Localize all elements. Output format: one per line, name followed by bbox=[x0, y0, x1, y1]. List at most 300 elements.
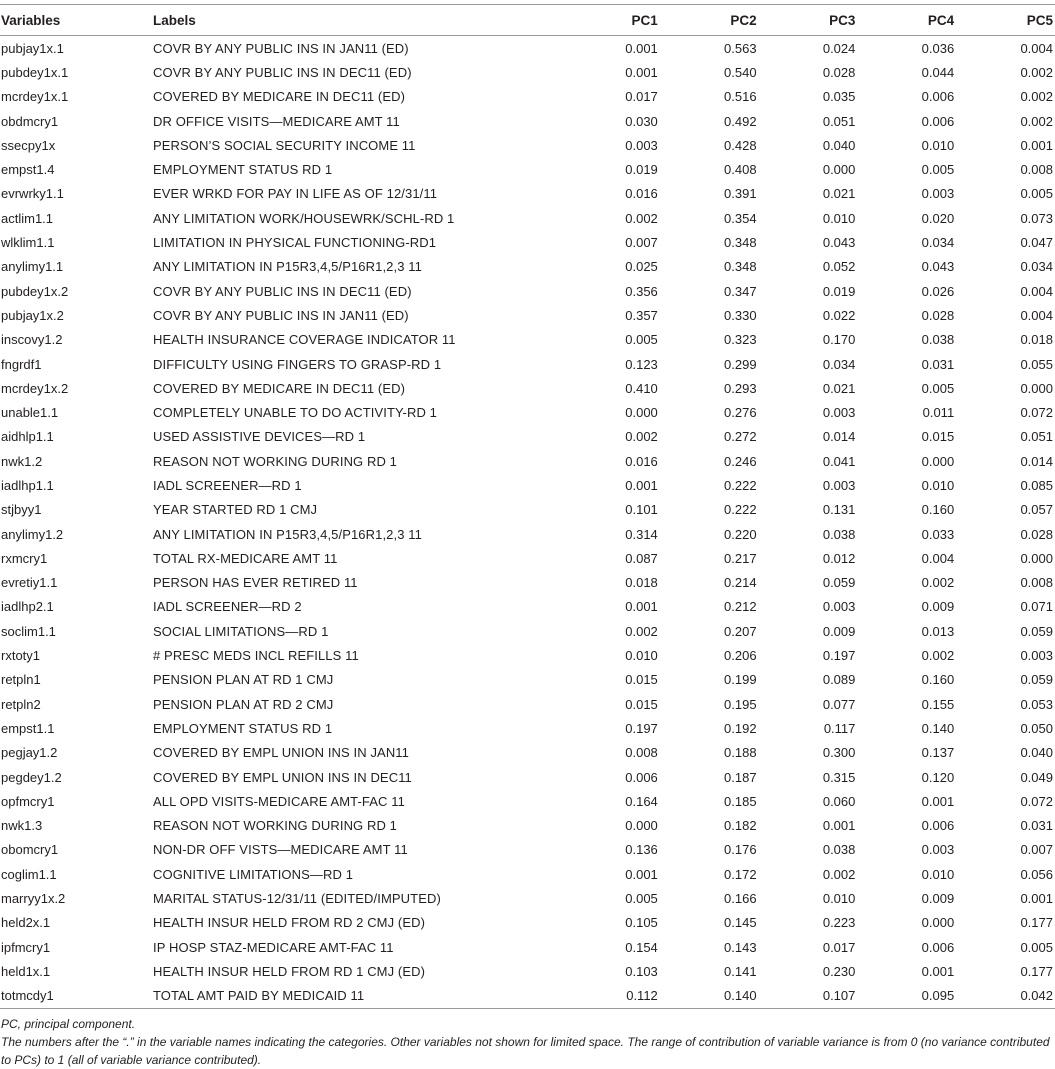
cell-label: COVR BY ANY PUBLIC INS IN DEC11 (ED) bbox=[153, 64, 412, 80]
header-variables: Variables bbox=[0, 5, 153, 36]
cell-pc1: 0.314 bbox=[625, 526, 658, 542]
cell-pc1: 0.001 bbox=[625, 866, 658, 882]
cell-pc5: 0.177 bbox=[1020, 915, 1053, 931]
cell-label: HEALTH INSUR HELD FROM RD 2 CMJ (ED) bbox=[153, 915, 426, 931]
cell-pc4: 0.006 bbox=[921, 89, 955, 105]
table-row bbox=[0, 206, 1055, 230]
table-row bbox=[0, 765, 1055, 789]
table-row bbox=[0, 935, 1055, 959]
cell-variable: ssecpy1x bbox=[1, 137, 56, 153]
cell-pc1: 0.008 bbox=[625, 745, 658, 761]
header-pc1: PC1 bbox=[561, 5, 660, 36]
cell-pc4: 0.003 bbox=[921, 186, 955, 202]
cell-pc5: 0.000 bbox=[1020, 550, 1053, 566]
cell-pc1: 0.000 bbox=[625, 405, 658, 421]
cell-pc4: 0.006 bbox=[921, 939, 955, 955]
cell-pc2: 0.166 bbox=[724, 891, 757, 907]
table-row bbox=[0, 133, 1055, 157]
table-row bbox=[0, 571, 1055, 595]
cell-label: NON-DR OFF VISTS—MEDICARE AMT 11 bbox=[153, 842, 408, 858]
cell-label: COVERED BY EMPL UNION INS IN JAN11 bbox=[153, 745, 409, 761]
cell-pc3: 0.077 bbox=[822, 696, 856, 712]
cell-pc1: 0.005 bbox=[625, 332, 658, 348]
cell-pc4: 0.003 bbox=[921, 842, 955, 858]
cell-pc3: 0.059 bbox=[822, 575, 856, 591]
footnote-abbreviation: PC, principal component. bbox=[1, 1016, 136, 1031]
cell-pc3: 0.197 bbox=[822, 648, 856, 664]
cell-pc1: 0.002 bbox=[625, 429, 658, 445]
cell-pc4: 0.026 bbox=[921, 283, 955, 299]
table-row bbox=[0, 109, 1055, 133]
cell-label: COVERED BY MEDICARE IN DEC11 (ED) bbox=[153, 89, 406, 105]
cell-pc4: 0.038 bbox=[921, 332, 955, 348]
cell-pc2: 0.141 bbox=[724, 963, 757, 979]
cell-pc2: 0.140 bbox=[660, 984, 759, 1009]
cell-label: COVR BY ANY PUBLIC INS IN DEC11 (ED) bbox=[153, 283, 412, 299]
table-row bbox=[0, 643, 1055, 667]
cell-pc5: 0.005 bbox=[1020, 186, 1053, 202]
cell-pc4: 0.120 bbox=[921, 769, 955, 785]
cell-pc4: 0.013 bbox=[921, 623, 955, 639]
cell-pc3: 0.035 bbox=[822, 89, 856, 105]
cell-pc5: 0.049 bbox=[1020, 769, 1053, 785]
cell-pc1: 0.015 bbox=[625, 696, 658, 712]
table-row bbox=[0, 789, 1055, 813]
cell-variable: pegjay1.2 bbox=[1, 745, 58, 761]
cell-pc2: 0.217 bbox=[724, 550, 757, 566]
cell-pc3: 0.009 bbox=[822, 623, 856, 639]
cell-variable: aidhlp1.1 bbox=[1, 429, 54, 445]
cell-pc2: 0.354 bbox=[724, 210, 757, 226]
table-body bbox=[0, 36, 1055, 1009]
cell-label: MARITAL STATUS-12/31/11 (EDITED/IMPUTED) bbox=[153, 891, 441, 907]
cell-pc3: 0.040 bbox=[822, 137, 856, 153]
header-row bbox=[0, 5, 1055, 36]
cell-label: IADL SCREENER—RD 1 bbox=[153, 477, 302, 493]
cell-pc3: 0.021 bbox=[822, 186, 856, 202]
table-row bbox=[0, 522, 1055, 546]
cell-pc1: 0.001 bbox=[625, 599, 658, 615]
cell-variable: rxmcry1 bbox=[1, 550, 48, 566]
cell-variable: stjbyy1 bbox=[1, 502, 42, 518]
cell-pc3: 0.028 bbox=[822, 64, 856, 80]
cell-pc5: 0.028 bbox=[1020, 526, 1053, 542]
cell-pc4: 0.004 bbox=[921, 550, 955, 566]
table-row bbox=[0, 60, 1055, 84]
cell-pc4: 0.009 bbox=[921, 599, 955, 615]
cell-pc3: 0.117 bbox=[823, 720, 856, 736]
cell-label: REASON NOT WORKING DURING RD 1 bbox=[153, 818, 398, 834]
cell-pc1: 0.103 bbox=[625, 963, 658, 979]
table-row bbox=[0, 425, 1055, 449]
cell-pc3: 0.043 bbox=[822, 235, 856, 251]
cell-pc4: 0.002 bbox=[921, 648, 955, 664]
cell-pc5: 0.059 bbox=[1020, 623, 1053, 639]
cell-variable: pubdey1x.1 bbox=[1, 64, 69, 80]
cell-pc1: 0.015 bbox=[625, 672, 658, 688]
cell-pc5: 0.002 bbox=[1020, 64, 1053, 80]
table-row bbox=[0, 692, 1055, 716]
cell-pc2: 0.199 bbox=[724, 672, 757, 688]
cell-label: COVERED BY MEDICARE IN DEC11 (ED) bbox=[153, 380, 406, 396]
cell-pc1: 0.030 bbox=[625, 113, 658, 129]
table-row bbox=[0, 473, 1055, 497]
cell-pc4: 0.000 bbox=[921, 453, 955, 469]
cell-pc3: 0.060 bbox=[822, 793, 856, 809]
cell-pc4: 0.005 bbox=[921, 162, 955, 178]
cell-label: LIMITATION IN PHYSICAL FUNCTIONING-RD1 bbox=[153, 235, 437, 251]
table-header bbox=[0, 5, 1055, 36]
cell-pc5: 0.014 bbox=[1020, 453, 1053, 469]
cell-pc3: 0.223 bbox=[822, 915, 856, 931]
cell-pc5: 0.085 bbox=[1020, 477, 1053, 493]
table-row bbox=[0, 279, 1055, 303]
cell-pc2: 0.214 bbox=[724, 575, 757, 591]
cell-pc4: 0.034 bbox=[921, 235, 955, 251]
cell-pc5: 0.056 bbox=[1020, 866, 1053, 882]
header-pc2: PC2 bbox=[660, 5, 759, 36]
cell-label: TOTAL RX-MEDICARE AMT 11 bbox=[153, 550, 338, 566]
cell-variable: obdmcry1 bbox=[1, 113, 59, 129]
cell-label: EVER WRKD FOR PAY IN LIFE AS OF 12/31/11 bbox=[153, 186, 438, 202]
cell-pc3: 0.170 bbox=[822, 332, 856, 348]
cell-pc1: 0.154 bbox=[625, 939, 658, 955]
cell-variable: held2x.1 bbox=[1, 915, 51, 931]
cell-pc4: 0.033 bbox=[921, 526, 955, 542]
cell-pc5: 0.001 bbox=[1020, 891, 1053, 907]
cell-pc5: 0.040 bbox=[1020, 745, 1053, 761]
footnote-note: The numbers after the “.” in the variable names indicating the categories. Other variables not shown for limited space. The range of contribution of variable variance is from 0 (no variance contributed to PCs) to 1 (all of variable variance contributed). bbox=[1, 1034, 1050, 1067]
cell-pc4: 0.009 bbox=[921, 891, 955, 907]
cell-pc5: 0.055 bbox=[1020, 356, 1053, 372]
cell-variable: wlklim1.1 bbox=[1, 235, 55, 251]
cell-pc4: 0.015 bbox=[921, 429, 955, 445]
cell-pc5: 0.050 bbox=[1020, 720, 1053, 736]
cell-label: PERSON’S SOCIAL SECURITY INCOME 11 bbox=[153, 137, 416, 153]
cell-pc4: 0.002 bbox=[921, 575, 955, 591]
table-row bbox=[0, 741, 1055, 765]
cell-pc4: 0.001 bbox=[921, 793, 955, 809]
cell-pc4: 0.036 bbox=[921, 40, 955, 56]
cell-variable: empst1.4 bbox=[1, 162, 55, 178]
cell-variable: rxtoty1 bbox=[1, 648, 41, 664]
cell-label: ANY LIMITATION WORK/HOUSEWRK/SCHL-RD 1 bbox=[153, 210, 455, 226]
cell-pc3: 0.010 bbox=[822, 891, 856, 907]
cell-variable: pegdey1.2 bbox=[1, 769, 62, 785]
cell-pc3: 0.022 bbox=[822, 307, 856, 323]
cell-pc3: 0.315 bbox=[822, 769, 856, 785]
cell-variable: evrwrky1.1 bbox=[1, 186, 64, 202]
cell-variable: retpln2 bbox=[1, 696, 41, 712]
cell-pc2: 0.428 bbox=[724, 137, 757, 153]
cell-label: YEAR STARTED RD 1 CMJ bbox=[153, 502, 318, 518]
cell-variable: evretiy1.1 bbox=[1, 575, 58, 591]
cell-variable: pubdey1x.2 bbox=[1, 283, 69, 299]
cell-pc1: 0.010 bbox=[625, 648, 658, 664]
cell-label: PENSION PLAN AT RD 1 CMJ bbox=[153, 672, 334, 688]
cell-pc3: 0.089 bbox=[822, 672, 856, 688]
cell-pc1: 0.087 bbox=[625, 550, 658, 566]
cell-variable: obomcry1 bbox=[1, 842, 59, 858]
cell-pc1: 0.007 bbox=[625, 235, 658, 251]
cell-label: EMPLOYMENT STATUS RD 1 bbox=[153, 720, 333, 736]
cell-variable: mcrdey1x.2 bbox=[1, 380, 69, 396]
cell-variable: pubjay1x.2 bbox=[1, 307, 64, 323]
cell-label: TOTAL AMT PAID BY MEDICAID 11 bbox=[153, 984, 561, 1009]
cell-label: COVERED BY EMPL UNION INS IN DEC11 bbox=[153, 769, 412, 785]
cell-label: PERSON HAS EVER RETIRED 11 bbox=[153, 575, 358, 591]
cell-pc5: 0.008 bbox=[1020, 575, 1053, 591]
table-row bbox=[0, 862, 1055, 886]
cell-pc4: 0.137 bbox=[921, 745, 955, 761]
cell-pc5: 0.002 bbox=[1020, 89, 1053, 105]
cell-pc3: 0.034 bbox=[822, 356, 856, 372]
cell-pc5: 0.005 bbox=[1020, 939, 1053, 955]
cell-pc1: 0.105 bbox=[625, 915, 658, 931]
cell-variable: retpln1 bbox=[1, 672, 41, 688]
cell-pc5: 0.057 bbox=[1020, 502, 1053, 518]
cell-label: COVR BY ANY PUBLIC INS IN JAN11 (ED) bbox=[153, 40, 409, 56]
cell-pc1: 0.410 bbox=[625, 380, 658, 396]
cell-pc1: 0.197 bbox=[625, 720, 658, 736]
table-row bbox=[0, 303, 1055, 327]
cell-pc2: 0.516 bbox=[724, 89, 757, 105]
cell-label: COGNITIVE LIMITATIONS—RD 1 bbox=[153, 866, 354, 882]
cell-pc5: 0.072 bbox=[1020, 405, 1053, 421]
cell-pc5: 0.051 bbox=[1020, 429, 1053, 445]
cell-pc1: 0.001 bbox=[625, 477, 658, 493]
cell-label: COMPLETELY UNABLE TO DO ACTIVITY-RD 1 bbox=[153, 405, 438, 421]
table-row bbox=[0, 182, 1055, 206]
cell-pc4: 0.095 bbox=[857, 984, 956, 1009]
cell-pc4: 0.043 bbox=[921, 259, 955, 275]
cell-pc5: 0.042 bbox=[956, 984, 1055, 1009]
cell-pc4: 0.160 bbox=[921, 502, 955, 518]
cell-label: SOCIAL LIMITATIONS—RD 1 bbox=[153, 623, 329, 639]
cell-variable: anylimy1.1 bbox=[1, 259, 64, 275]
cell-label: HEALTH INSURANCE COVERAGE INDICATOR 11 bbox=[153, 332, 456, 348]
table-row bbox=[0, 911, 1055, 935]
cell-pc1: 0.123 bbox=[625, 356, 658, 372]
cell-pc1: 0.101 bbox=[625, 502, 658, 518]
cell-pc5: 0.047 bbox=[1020, 235, 1053, 251]
cell-pc2: 0.172 bbox=[724, 866, 757, 882]
cell-label: DR OFFICE VISITS—MEDICARE AMT 11 bbox=[153, 113, 400, 129]
cell-pc1: 0.003 bbox=[625, 137, 658, 153]
cell-pc5: 0.002 bbox=[1020, 113, 1053, 129]
cell-pc3: 0.300 bbox=[822, 745, 856, 761]
table-row bbox=[0, 376, 1055, 400]
cell-pc1: 0.356 bbox=[625, 283, 658, 299]
cell-pc5: 0.018 bbox=[1020, 332, 1053, 348]
cell-pc3: 0.012 bbox=[822, 550, 856, 566]
cell-pc5: 0.008 bbox=[1020, 162, 1053, 178]
cell-variable: unable1.1 bbox=[1, 405, 59, 421]
cell-pc5: 0.031 bbox=[1020, 818, 1053, 834]
cell-pc4: 0.028 bbox=[921, 307, 955, 323]
cell-pc2: 0.207 bbox=[724, 623, 757, 639]
cell-label: ALL OPD VISITS-MEDICARE AMT-FAC 11 bbox=[153, 793, 405, 809]
cell-pc2: 0.299 bbox=[724, 356, 757, 372]
cell-pc2: 0.276 bbox=[724, 405, 757, 421]
cell-variable: pubjay1x.1 bbox=[1, 40, 64, 56]
cell-pc3: 0.038 bbox=[822, 842, 856, 858]
cell-variable: anylimy1.2 bbox=[1, 526, 64, 542]
cell-pc1: 0.016 bbox=[625, 186, 658, 202]
cell-pc4: 0.006 bbox=[921, 113, 955, 129]
cell-pc3: 0.131 bbox=[822, 502, 856, 518]
cell-variable: actlim1.1 bbox=[1, 210, 54, 226]
header-labels: Labels bbox=[153, 5, 561, 36]
table-row bbox=[0, 352, 1055, 376]
cell-pc2: 0.176 bbox=[724, 842, 757, 858]
cell-pc5: 0.034 bbox=[1020, 259, 1053, 275]
cell-pc3: 0.024 bbox=[822, 40, 856, 56]
cell-label: PENSION PLAN AT RD 2 CMJ bbox=[153, 696, 334, 712]
cell-pc2: 0.348 bbox=[724, 259, 757, 275]
cell-pc3: 0.038 bbox=[822, 526, 856, 542]
cell-pc5: 0.004 bbox=[1020, 40, 1053, 56]
cell-pc1: 0.016 bbox=[625, 453, 658, 469]
cell-variable: soclim1.1 bbox=[1, 623, 56, 639]
cell-pc2: 0.323 bbox=[724, 332, 757, 348]
cell-pc2: 0.192 bbox=[724, 720, 757, 736]
cell-pc1: 0.164 bbox=[625, 793, 658, 809]
table-row bbox=[0, 619, 1055, 643]
cell-pc3: 0.021 bbox=[822, 380, 856, 396]
table-row bbox=[0, 959, 1055, 983]
cell-pc1: 0.001 bbox=[625, 40, 658, 56]
cell-pc4: 0.044 bbox=[921, 64, 955, 80]
cell-pc5: 0.001 bbox=[1020, 137, 1053, 153]
table-row bbox=[0, 984, 1055, 1009]
table-row bbox=[0, 449, 1055, 473]
cell-pc3: 0.003 bbox=[822, 477, 856, 493]
cell-pc4: 0.000 bbox=[921, 915, 955, 931]
table-row bbox=[0, 595, 1055, 619]
table-row bbox=[0, 886, 1055, 910]
cell-pc3: 0.041 bbox=[822, 453, 856, 469]
table-row bbox=[0, 716, 1055, 740]
cell-pc5: 0.053 bbox=[1020, 696, 1053, 712]
cell-pc2: 0.330 bbox=[724, 307, 757, 323]
cell-pc4: 0.031 bbox=[921, 356, 955, 372]
cell-pc5: 0.177 bbox=[1020, 963, 1053, 979]
cell-pc3: 0.001 bbox=[822, 818, 856, 834]
cell-pc2: 0.206 bbox=[724, 648, 757, 664]
cell-pc2: 0.540 bbox=[724, 64, 757, 80]
cell-pc3: 0.002 bbox=[822, 866, 856, 882]
pca-contribution-table bbox=[0, 4, 1055, 1009]
header-pc5: PC5 bbox=[956, 5, 1055, 36]
cell-pc3: 0.230 bbox=[822, 963, 856, 979]
cell-pc2: 0.348 bbox=[724, 235, 757, 251]
cell-pc3: 0.003 bbox=[822, 405, 856, 421]
cell-pc4: 0.006 bbox=[921, 818, 955, 834]
cell-pc2: 0.145 bbox=[724, 915, 757, 931]
table-row bbox=[0, 814, 1055, 838]
table-row bbox=[0, 668, 1055, 692]
cell-pc3: 0.010 bbox=[822, 210, 856, 226]
cell-pc2: 0.492 bbox=[724, 113, 757, 129]
cell-pc1: 0.112 bbox=[561, 984, 660, 1009]
table-row bbox=[0, 36, 1055, 61]
cell-variable: totmcdy1 bbox=[0, 984, 153, 1009]
cell-pc1: 0.005 bbox=[625, 891, 658, 907]
cell-pc5: 0.072 bbox=[1020, 793, 1053, 809]
cell-label: REASON NOT WORKING DURING RD 1 bbox=[153, 453, 398, 469]
cell-label: ANY LIMITATION IN P15R3,4,5/P16R1,2,3 11 bbox=[153, 526, 422, 542]
cell-pc5: 0.073 bbox=[1020, 210, 1053, 226]
table-row bbox=[0, 157, 1055, 181]
cell-pc1: 0.025 bbox=[625, 259, 658, 275]
cell-pc1: 0.000 bbox=[625, 818, 658, 834]
cell-variable: iadlhp1.1 bbox=[1, 477, 54, 493]
cell-pc2: 0.408 bbox=[724, 162, 757, 178]
cell-pc1: 0.018 bbox=[625, 575, 658, 591]
cell-label: # PRESC MEDS INCL REFILLS 11 bbox=[153, 648, 359, 664]
table-row bbox=[0, 85, 1055, 109]
cell-variable: opfmcry1 bbox=[1, 793, 55, 809]
cell-pc2: 0.246 bbox=[724, 453, 757, 469]
cell-pc2: 0.220 bbox=[724, 526, 757, 542]
cell-pc2: 0.187 bbox=[724, 769, 757, 785]
cell-pc5: 0.007 bbox=[1020, 842, 1053, 858]
cell-pc2: 0.391 bbox=[724, 186, 757, 202]
cell-pc3: 0.052 bbox=[822, 259, 856, 275]
cell-pc2: 0.272 bbox=[724, 429, 757, 445]
cell-label: COVR BY ANY PUBLIC INS IN JAN11 (ED) bbox=[153, 307, 409, 323]
table-row bbox=[0, 400, 1055, 424]
cell-variable: nwk1.3 bbox=[1, 818, 43, 834]
cell-pc3: 0.107 bbox=[759, 984, 858, 1009]
cell-pc2: 0.222 bbox=[724, 502, 757, 518]
cell-pc2: 0.222 bbox=[724, 477, 757, 493]
cell-pc3: 0.003 bbox=[822, 599, 856, 615]
cell-variable: mcrdey1x.1 bbox=[1, 89, 69, 105]
header-pc4: PC4 bbox=[857, 5, 956, 36]
cell-pc3: 0.019 bbox=[822, 283, 856, 299]
cell-pc3: 0.014 bbox=[822, 429, 856, 445]
cell-variable: fngrdf1 bbox=[1, 356, 42, 372]
cell-pc3: 0.017 bbox=[822, 939, 856, 955]
cell-pc2: 0.293 bbox=[724, 380, 757, 396]
cell-pc1: 0.002 bbox=[625, 210, 658, 226]
cell-pc4: 0.010 bbox=[921, 477, 955, 493]
cell-pc4: 0.020 bbox=[921, 210, 955, 226]
cell-pc2: 0.143 bbox=[724, 939, 757, 955]
cell-variable: held1x.1 bbox=[1, 963, 51, 979]
cell-pc5: 0.003 bbox=[1020, 648, 1053, 664]
cell-pc4: 0.011 bbox=[922, 405, 955, 421]
cell-pc2: 0.195 bbox=[724, 696, 757, 712]
cell-pc2: 0.182 bbox=[724, 818, 757, 834]
header-pc3: PC3 bbox=[759, 5, 858, 36]
table-row bbox=[0, 546, 1055, 570]
cell-pc2: 0.188 bbox=[724, 745, 757, 761]
cell-pc1: 0.357 bbox=[625, 307, 658, 323]
cell-pc1: 0.006 bbox=[625, 769, 658, 785]
cell-pc4: 0.001 bbox=[921, 963, 955, 979]
cell-label: IP HOSP STAZ-MEDICARE AMT-FAC 11 bbox=[153, 939, 394, 955]
cell-pc4: 0.155 bbox=[921, 696, 955, 712]
cell-pc5: 0.071 bbox=[1020, 599, 1053, 615]
cell-pc3: 0.000 bbox=[822, 162, 856, 178]
cell-label: IADL SCREENER—RD 2 bbox=[153, 599, 302, 615]
table-row bbox=[0, 498, 1055, 522]
table-row bbox=[0, 838, 1055, 862]
cell-pc1: 0.001 bbox=[625, 64, 658, 80]
